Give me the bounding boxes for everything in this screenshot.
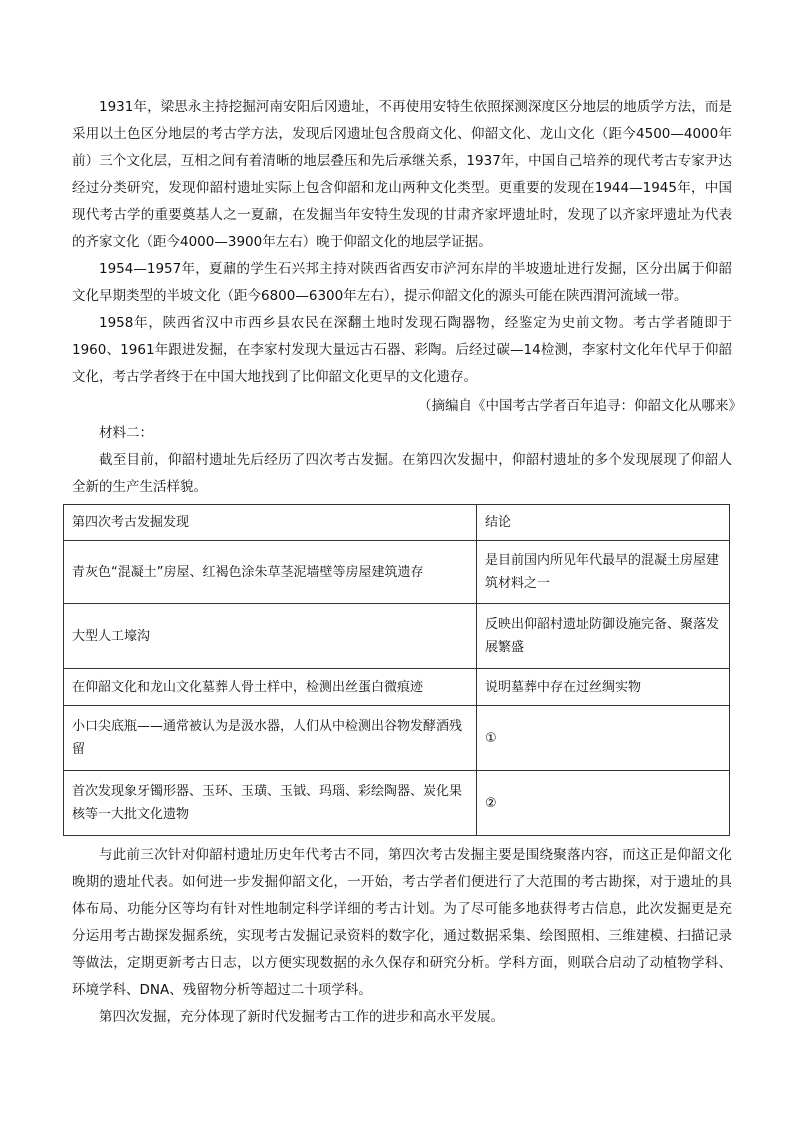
table-cell: 是目前国内所见年代最早的混凝土房屋建筑材料之一 (477, 541, 730, 604)
table-row (64, 669, 730, 706)
table-row (64, 604, 730, 669)
table-header-row (64, 505, 730, 541)
table-cell: 首次发现象牙镯形器、玉环、玉璜、玉钺、玛瑙、彩绘陶器、炭化果核等一大批文化遗物 (64, 771, 477, 836)
table-row (64, 541, 730, 604)
material1-source: （摘编自《中国考古学者百年追寻：仰韶文化从哪来》 (418, 398, 742, 414)
table-cell: 大型人工壕沟 (64, 604, 477, 669)
table-cell: 青灰色“混凝土”房屋、红褐色涂朱草茎泥墙壁等房屋建筑遗存 (64, 541, 477, 604)
table-cell: 说明墓葬中存在过丝绸实物 (477, 669, 730, 706)
findings-table (63, 504, 730, 836)
table-header-cell: 第四次考古发掘发现 (64, 505, 477, 541)
material1-paragraph-1: 1931年，梁思永主持挖掘河南安阳后冈遗址，不再使用安特生依照探测深度区分地层的地质学方法，而是采用以土色区分地层的考古学方法，发现后冈遗址包含殷商文化、仰韶文化、龙山文化（距今4500—4000年前）三个文化层，互相之间有着清晰的地层叠压和先后承继关系，1937年，中国自己培养的现代考古专家尹达经过分类研究，发现仰韶村遗址实际上包含仰韶和龙山两种文化类型。更重要的发现在1944—1945年，中国现代考古学的重要奠基人之一夏鼐，在发掘当年安特生发现的甘肃齐家坪遗址时，发现了以齐家坪遗址为代表的齐家文化（距今4000—3900年左右）晚于仰韶文化的地层学证据。 (72, 99, 732, 250)
table-cell: 小口尖底瓶——通常被认为是汲水器，人们从中检测出谷物发酵酒残留 (64, 706, 477, 771)
material2-conclusion: 第四次发掘，充分体现了新时代发掘考古工作的进步和高水平发展。 (99, 1009, 504, 1025)
table-header-cell: 结论 (477, 505, 730, 541)
material1-paragraph-2: 1954—1957年，夏鼐的学生石兴邦主持对陕西省西安市浐河东岸的半坡遗址进行发掘，区分出属于仰韶文化早期类型的半坡文化（距今6800—6300年左右），提示仰韶文化的源头可能在陕西渭河流域一带。 (72, 261, 732, 304)
table-cell: 反映出仰韶村遗址防御设施完备、聚落发展繁盛 (477, 604, 730, 669)
table-row (64, 771, 730, 836)
table-row (64, 706, 730, 771)
material2-intro: 截至目前，仰韶村遗址先后经历了四次考古发掘。在第四次发掘中，仰韶村遗址的多个发现展现了仰韶人全新的生产生活样貌。 (72, 452, 732, 495)
table-cell: ① (477, 706, 730, 771)
table-cell: 在仰韶文化和龙山文化墓葬人骨土样中，检测出丝蛋白微痕迹 (64, 669, 477, 706)
table-cell: ② (477, 771, 730, 836)
material2-paragraph-after-table: 与此前三次针对仰韶村遗址历史年代考古不同，第四次考古发掘主要是围绕聚落内容，而这正是仰韶文化晚期的遗址代表。如何进一步发掘仰韶文化，一开始，考古学者们便进行了大范围的考古勘探，对于遗址的具体布局、功能分区等均有针对性地制定科学详细的考古计划。为了尽可能多地获得考古信息，此次发掘更是充分运用考古勘探发掘系统，实现考古发掘记录资料的数字化，通过数据采集、绘图照相、三维建模、扫描记录等做法，定期更新考古日志，以方便实现数据的永久保存和研究分析。学科方面，则联合启动了动植物学科、环境学科、DNA、残留物分析等超过二十项学科。 (72, 847, 732, 998)
material1-paragraph-3: 1958年，陕西省汉中市西乡县农民在深翻土地时发现石陶器物，经鉴定为史前文物。考古学者随即于1960、1961年跟进发掘，在李家村发现大量远古石器、彩陶。后经过碳—14检测，李家村文化年代早于仰韶文化，考古学者终于在中国大地找到了比仰韶文化更早的文化遗存。 (72, 315, 732, 385)
material2-heading: 材料二： (99, 425, 153, 441)
